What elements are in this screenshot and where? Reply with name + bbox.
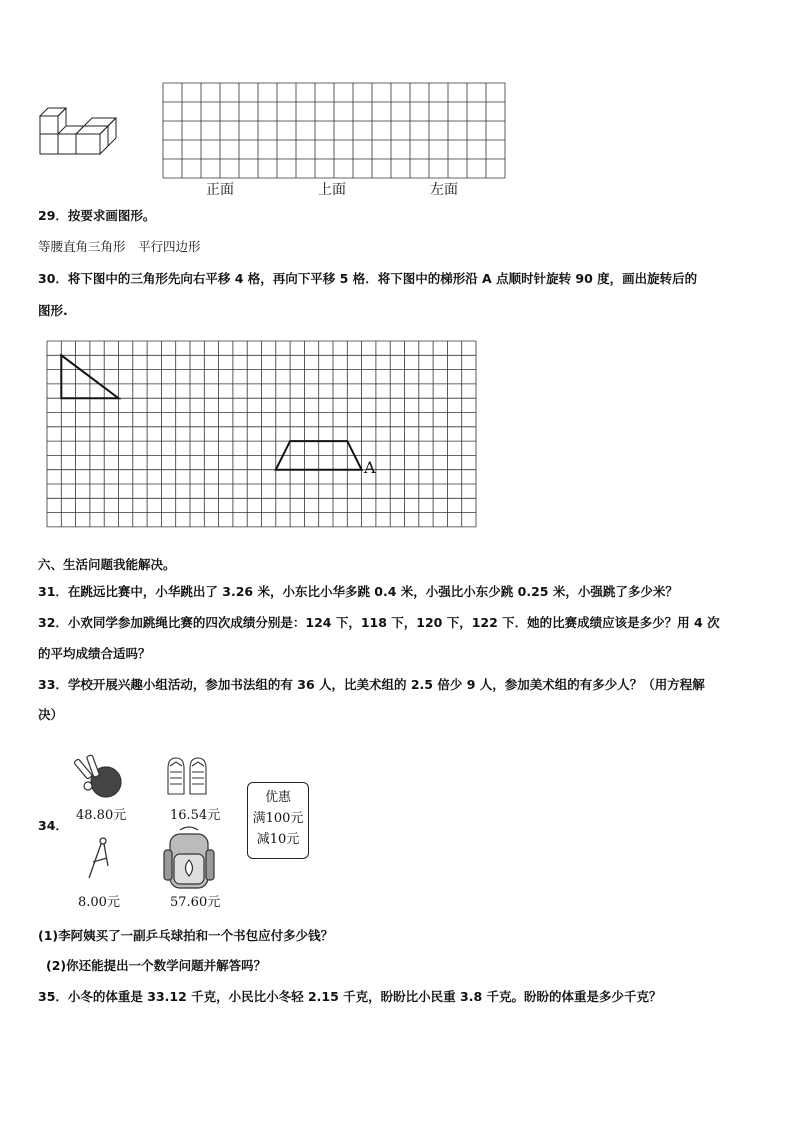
backpack-icon <box>160 826 218 890</box>
question-32-line2: 的平均成绩合适吗？ <box>38 646 151 661</box>
view-drawing-grid <box>163 83 505 177</box>
question-34-number: 34． <box>38 818 68 833</box>
question-30-line2: 图形. <box>38 303 68 318</box>
top-view-label: 上面 <box>318 182 346 198</box>
promo-title: 优惠 <box>264 790 291 805</box>
compass-icon <box>86 836 112 880</box>
left-view-label: 左面 <box>430 182 458 198</box>
question-34-sub1: (1)李阿姨买了一副乒乓球拍和一个书包应付多少钱？ <box>38 928 334 943</box>
question-29-shapes: 等腰直角三角形 平行四边形 <box>38 239 201 254</box>
backpack-price: 57.60元 <box>170 895 221 910</box>
gloves-price: 16.54元 <box>170 808 221 823</box>
ping-pong-paddle-icon <box>76 752 128 798</box>
compass-price: 8.00元 <box>78 895 120 910</box>
question-33-line2: 决） <box>38 707 64 722</box>
question-30-line1: 30．将下图中的三角形先向右平移 4 格，再向下平移 5 格．将下图中的梯形沿 A 点顺时针旋转 90 度，画出旋转后的 <box>38 271 698 286</box>
cube-stack-figure <box>36 100 116 158</box>
question-31: 31．在跳远比赛中，小华跳出了 3.26 米，小东比小华多跳 0.4 米，小强比小东少跳 0.25 米，小强跳了多少米？ <box>38 584 678 599</box>
section-6-heading: 六、生活问题我能解决。 <box>38 557 176 572</box>
question-32-line1: 32．小欢同学参加跳绳比赛的四次成绩分别是：124 下，118 下，120 下，122 下．她的比赛成绩应该是多少？用 4 次 <box>38 615 720 630</box>
promo-line2: 减10元 <box>256 832 300 847</box>
question-34-sub2: (2)你还能提出一个数学问题并解答吗？ <box>46 958 267 973</box>
front-view-label: 正面 <box>206 182 234 198</box>
question-35: 35．小冬的体重是 33.12 千克，小民比小冬轻 2.15 千克，盼盼比小民重 3.8 千克。盼盼的体重是多少千克？ <box>38 989 662 1004</box>
discount-promo-box <box>247 782 309 859</box>
translation-rotation-grid <box>47 341 477 538</box>
promo-line1: 满100元 <box>252 811 304 826</box>
point-a-label: A <box>364 458 376 477</box>
paddle-price: 48.80元 <box>76 808 127 823</box>
question-33-line1: 33．学校开展兴趣小组活动，参加书法组的有 36 人，比美术组的 2.5 倍少 9 人，参加美术组的有多少人？（用方程解 <box>38 677 705 692</box>
gloves-icon <box>164 754 212 800</box>
question-29: 29．按要求画图形。 <box>38 208 156 223</box>
